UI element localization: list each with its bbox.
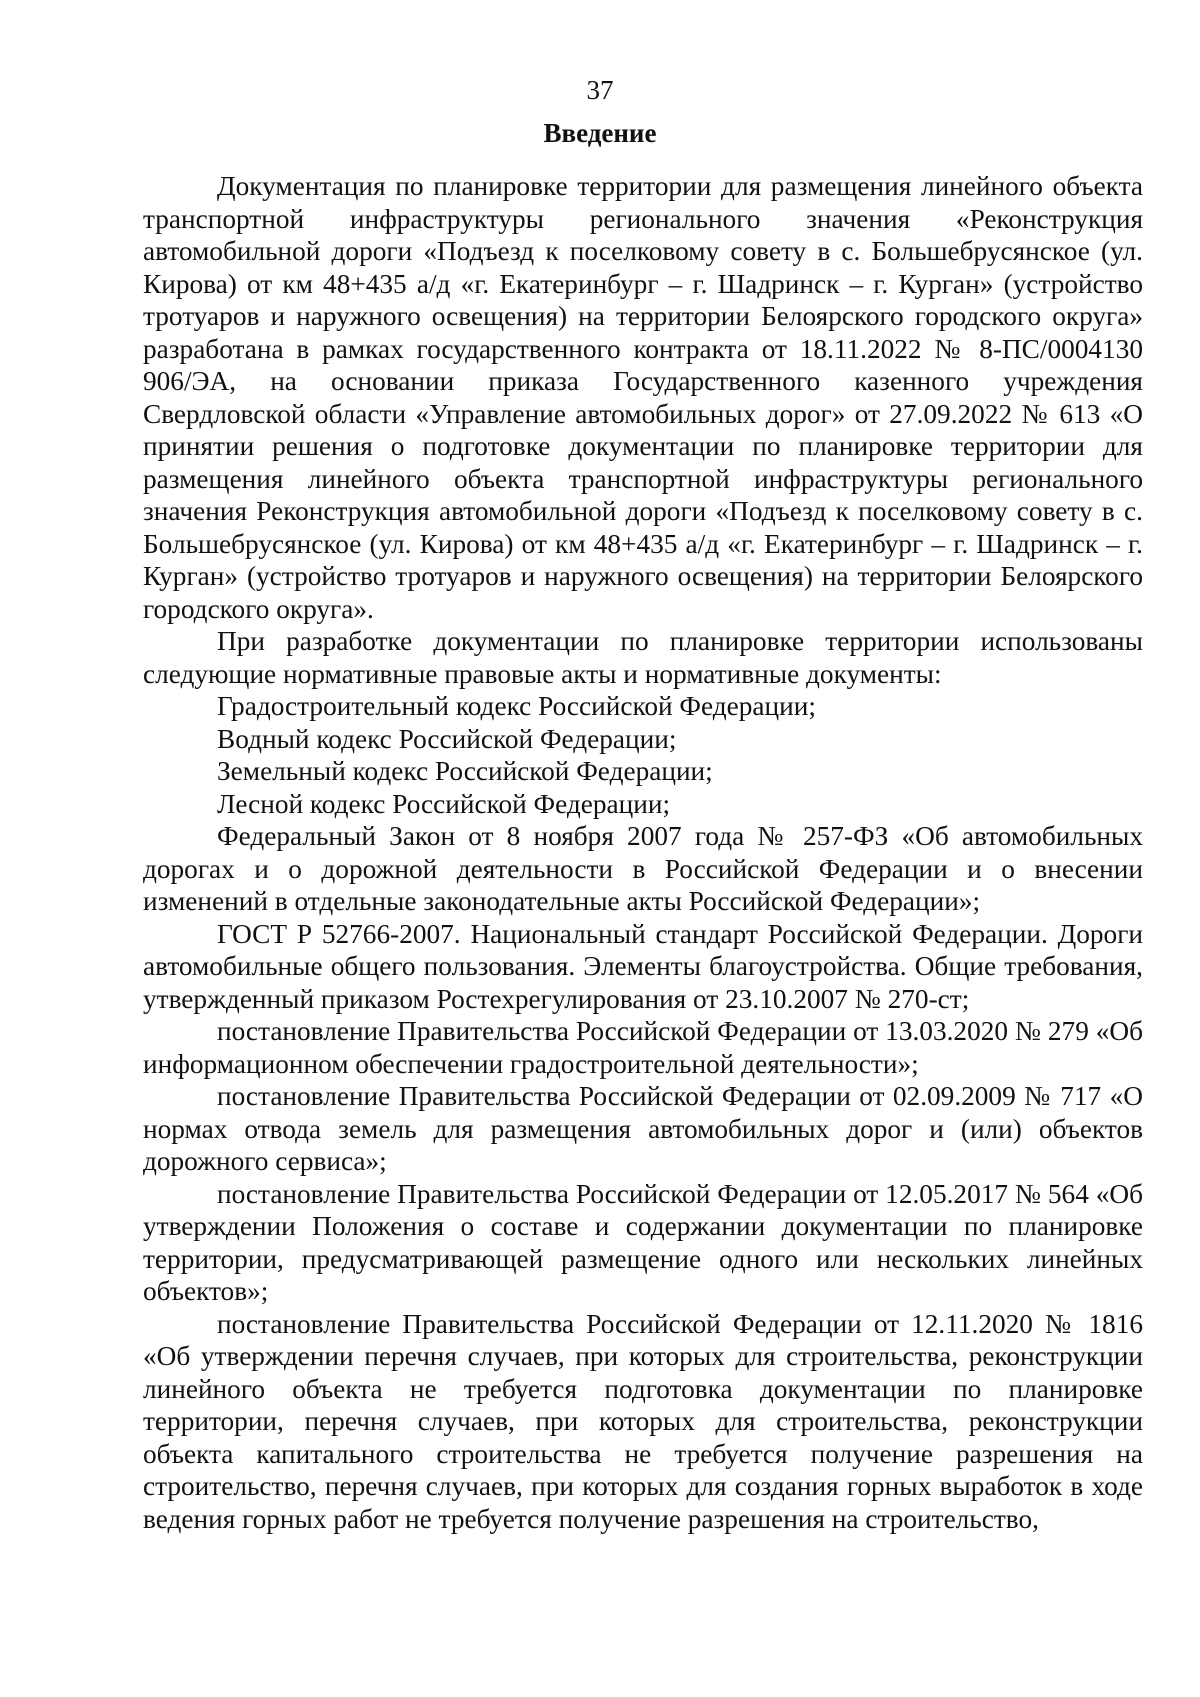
- list-item: постановление Правительства Российской Федерации от 12.11.2020 № 1816 «Об утверждении перечня случаев, при которых для строительства, реконструкции линейного объекта не требуется подготовка документации по планировке территории, перечня случаев, при которых для строительства, реконструкции объекта капитального строительства не требуется получение разрешения на строительство, перечня случаев, при которых для создания горных выработок в ходе ведения горных работ не требуется получение разрешения на строительство,: [143, 1308, 1143, 1534]
- paragraph-intro: Документация по планировке территории для размещения линейного объекта транспортной инфраструктуры регионального значения «Реконструкция автомобильной дороги «Подъезд к поселковому совету в с. Большебрусянское (ул. Кирова) от км 48+435 а/д «г. Екатеринбург – г. Шадринск – г. Курган» (устройство тротуаров и наружного освещения) на территории Белоярского городского округа» разработана в рамках государственного контракта от 18.11.2022 № 8-ПС/0004130 906/ЭА, на основании приказа Государственного казенного учреждения Свердловской области «Управление автомобильных дорог» от 27.09.2022 № 613 «О принятии решения о подготовке документации по планировке территории для размещения линейного объекта транспортной инфраструктуры регионального значения Реконструкция автомобильной дороги «Подъезд к поселковому совету в с. Большебрусянское (ул. Кирова) от км 48+435 а/д «г. Екатеринбург – г. Шадринск – г. Курган» (устройство тротуаров и наружного освещения) на территории Белоярского городского округа».: [143, 171, 1143, 624]
- list-item: Водный кодекс Российской Федерации;: [217, 723, 677, 754]
- list-item: Лесной кодекс Российской Федерации;: [217, 788, 671, 819]
- section-heading: Введение: [543, 118, 657, 148]
- list-item: Градостроительный кодекс Российской Федерации;: [217, 691, 816, 721]
- list-item: ГОСТ Р 52766-2007. Национальный стандарт Российской Федерации. Дороги автомобильные общего пользования. Элементы благоустройства. Общие требования, утвержденный приказом Ростехрегулирования от 23.10.2007 № 270-ст;: [143, 918, 1143, 1014]
- list-item: постановление Правительства Российской Федерации от 02.09.2009 № 717 «О нормах отвода земель для размещения автомобильных дорог и (или) объектов дорожного сервиса»;: [143, 1081, 1143, 1176]
- page-number: 37: [586, 75, 614, 105]
- list-item: постановление Правительства Российской Федерации от 12.05.2017 № 564 «Об утверждении Положения о составе и содержании документации по планировке территории, предусматривающей размещение одного или нескольких линейных объектов»;: [143, 1178, 1143, 1306]
- paragraph-normative-intro: При разработке документации по планировке территории использованы следующие нормативные правовые акты и нормативные документы:: [143, 626, 1143, 689]
- list-item: Федеральный Закон от 8 ноября 2007 года № 257-ФЗ «Об автомобильных дорогах и о дорожной деятельности в Российской Федерации и о внесении изменений в отдельные законодательные акты Российской Федерации»;: [143, 821, 1143, 916]
- body-text: [143, 170, 1143, 1535]
- list-item: постановление Правительства Российской Федерации от 13.03.2020 № 279 «Об информационном обеспечении градостроительной деятельности»;: [143, 1016, 1143, 1079]
- list-item: Земельный кодекс Российской Федерации;: [217, 756, 713, 786]
